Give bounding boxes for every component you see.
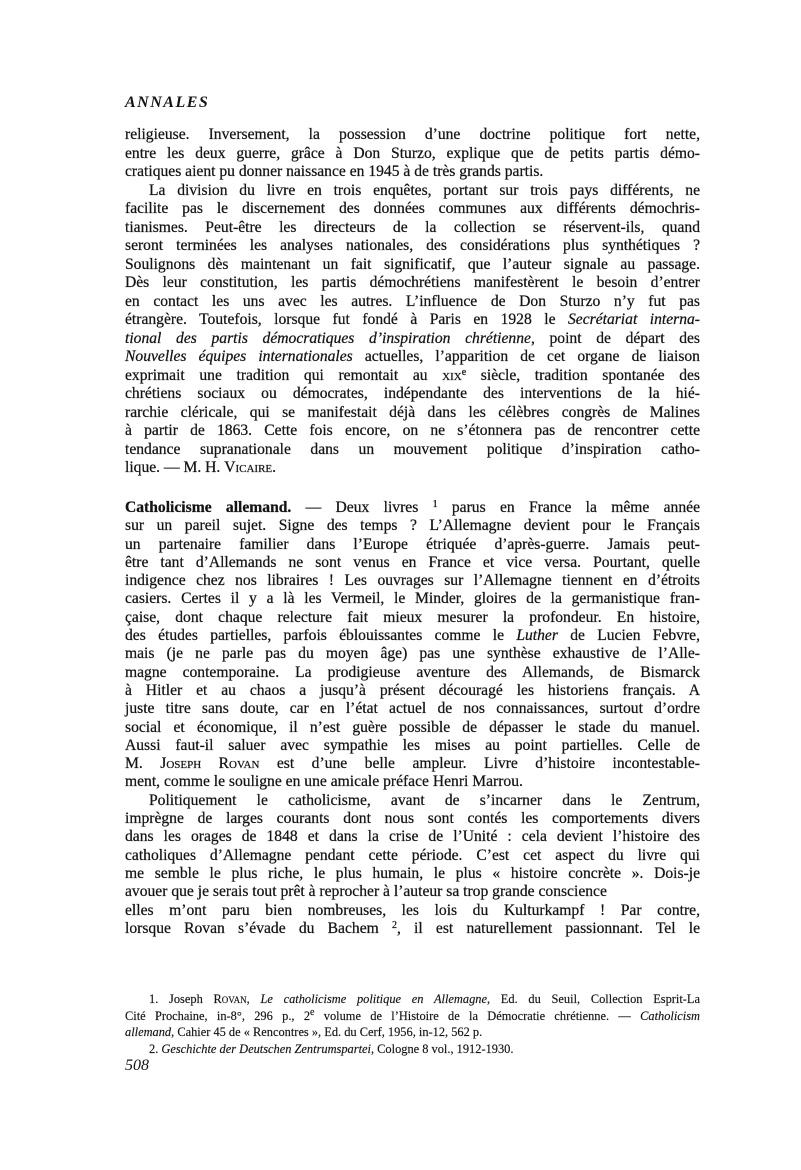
text-run: à Hitler et au chaos a jusqu’à présent découragé les historiens français. A [125, 681, 700, 699]
text-run: actuelles, l’apparition de cet organe de liaison [352, 348, 700, 365]
italic-text: tional des partis démocratiques d’inspiration chrétienne [125, 329, 531, 347]
text-line [125, 517, 700, 535]
text-run: imprègne de larges courants dont nous sont contés les comportements divers [125, 810, 700, 828]
text-line [125, 311, 700, 330]
text-run: çaise, dont chaque relecture fait mieux mesurer la profondeur. En histoire, [125, 608, 700, 626]
text-line [125, 645, 700, 663]
text-line [125, 737, 700, 755]
text-run: Soulignons dès maintenant un fait significatif, que l’auteur signale au passage. [125, 255, 700, 273]
small-caps-text: Vicaire [224, 459, 273, 476]
footnote-line [125, 991, 700, 1008]
text-run: cratiques aient pu donner naissance en 1945 à de très grands partis. [125, 163, 544, 180]
text-line [125, 163, 700, 182]
text-line [125, 719, 700, 737]
text-line [125, 682, 700, 700]
italic-text: Nouvelles équipes internationales [125, 348, 353, 365]
text-line [125, 385, 700, 404]
text-run: catholiques d’Allemagne pendant cette période. C’est cet aspect du livre qui [125, 846, 700, 864]
text-run: un partenaire familier dans l’Europe étriquée d’après-guerre. Jamais peut- [125, 535, 700, 553]
text-line [125, 404, 700, 423]
small-caps-text: Joseph Rovan [160, 755, 260, 773]
text-run: siècle, tradition spontanée des [466, 366, 700, 384]
text-line [125, 810, 700, 828]
text-run: exprimait une tradition qui remontait au [125, 366, 443, 384]
superscript: e [310, 1006, 315, 1018]
text-line [125, 422, 700, 441]
text-run: Dès leur constitution, les partis démochrétiens manifestèrent le besoin d’entrer [125, 274, 700, 291]
text-line [125, 145, 700, 164]
text-run: ment, comme le souligne en une amicale préface Henri Marrou. [125, 773, 523, 791]
text-run: casiers. Certes il y a là les Vermeil, le Minder, gloires de la germanistique fran- [125, 590, 700, 608]
text-run: des études partielles, parfois éblouissantes comme le [125, 627, 517, 645]
text-run: lorsque Rovan s’évade du Bachem [125, 919, 392, 937]
text-run: , il est naturellement passionnant. Tel le [396, 919, 700, 937]
italic-text: allemand [125, 1025, 172, 1040]
text-line [125, 182, 700, 201]
text-line [125, 902, 700, 920]
text-run: à partir de 1863. Cette fois encore, on ne s’étonnera pas de rencontrer cette [125, 422, 700, 439]
text-run: en contact les uns avec les autres. L’influence de Don Sturzo n’y fut pas [125, 292, 700, 310]
text-run: . [272, 459, 277, 476]
running-header: ANNALES [125, 94, 210, 111]
italic-text: Catholicism [640, 1008, 700, 1023]
text-line [125, 773, 700, 791]
text-line [125, 792, 700, 810]
text-line [125, 865, 700, 883]
text-run: avouer que je serais tout prêt à reprocher à l’auteur sa trop grande conscience [125, 883, 607, 901]
text-run: tendance supranationale dans un mouvement politique d’inspiration catho- [125, 440, 700, 458]
text-run: , Cahier 45 de « Rencontres », Ed. du Cerf, 1956, in-12, 562 p. [171, 1025, 483, 1040]
text-run: chrétiens sociaux ou démocrates, indépendante des interventions de la hié- [125, 385, 700, 402]
text-run: Politiquement le catholicisme, avant de s’incarner dans le Zentrum, [149, 791, 700, 809]
text-run: , point de départ des [530, 329, 701, 347]
text-line [125, 920, 700, 938]
text-run: La division du livre en trois enquêtes, portant sur trois pays différents, ne [149, 181, 700, 199]
text-run: volume de l’Histoire de la Démocratie chrétienne. — [314, 1008, 641, 1023]
text-line [125, 590, 700, 608]
small-caps-text: xix [442, 366, 462, 384]
footnote-line [125, 1008, 700, 1025]
text-run: lique. — M. H. [125, 459, 225, 476]
footnote-line [125, 1024, 700, 1041]
text-run: tianismes. Peut-être les directeurs de la collection se réservent-ils, quand [125, 218, 700, 236]
text-run: sur un pareil sujet. Signe des temps ? L’Allemagne devient pour le Français [125, 517, 700, 535]
text-line [125, 237, 700, 256]
text-run: 2. [149, 1041, 162, 1056]
text-line [125, 664, 700, 682]
superscript: 1 [432, 499, 438, 510]
italic-text: Luther [516, 627, 558, 645]
text-run: — Deux livres [291, 499, 433, 516]
text-run: juste titre sans doute, car en l’état actuel de nos connaissances, surtout d’ordre [125, 700, 700, 718]
footnotes [125, 991, 700, 1057]
text-run: , Ed. du Seuil, Collection Esprit-La [486, 992, 701, 1006]
text-run: entre les deux guerre, grâce à Don Sturzo, explique que de petits partis démo- [125, 144, 700, 162]
text-run: me semble le plus riche, le plus humain, le plus « histoire concrète ». Dois-je [125, 864, 700, 882]
text-run: rarchie cléricale, qui se manifestait déjà dans les célèbres congrès de Malines [125, 403, 700, 421]
text-run: étrangère. Toutefois, lorsque fut fondé à Paris en 1928 le [125, 311, 568, 328]
text-run: Aussi faut-il saluer avec sympathie les mises au point partielles. Celle de [125, 736, 700, 754]
text-run: , [246, 992, 261, 1006]
review-vicaire-text [125, 126, 700, 478]
review-catholicisme-allemand-text [125, 499, 700, 938]
footnote-line [125, 1041, 700, 1058]
text-run: indigence chez nos libraires ! Les ouvrages sur l’Allemagne tiennent en d’étroits [125, 572, 700, 590]
page-number: 508 [125, 1057, 149, 1074]
text-line [125, 847, 700, 865]
text-run: parus en France la même année [437, 499, 700, 516]
text-run: être tant d’Allemands ne sont venus en France et vice versa. Pourtant, quelle [125, 553, 700, 571]
text-line [125, 755, 700, 773]
text-run: M. [125, 755, 161, 773]
text-line [125, 274, 700, 293]
text-run: est d’une belle ampleur. Livre d’histoire incontestable- [259, 755, 700, 773]
superscript: e [461, 366, 467, 378]
text-run: , Cologne 8 vol., 1912-1930. [370, 1041, 514, 1056]
text-line [125, 828, 700, 846]
text-line [125, 200, 700, 219]
text-line [125, 367, 700, 386]
text-line [125, 348, 700, 367]
text-line [125, 572, 700, 590]
italic-text: Secrétariat interna- [567, 311, 700, 328]
text-line [125, 499, 700, 517]
text-run: magne contemporaine. La prodigieuse aventure des Allemands, de Bismarck [125, 663, 700, 681]
text-line [125, 536, 700, 554]
section-title: Catholicisme allemand. [125, 499, 292, 516]
text-line [125, 441, 700, 460]
text-run: seront terminées les analyses nationales, des considérations plus synthétiques ? [125, 237, 700, 254]
text-line [125, 700, 700, 718]
text-line [125, 293, 700, 312]
text-line [125, 459, 700, 478]
text-line [125, 627, 700, 645]
text-run: dans les orages de 1848 et dans la crise de l’Unité : cela devient l’histoire des [125, 828, 700, 846]
text-run: facilite pas le discernement des données communes aux différents démochris- [125, 200, 700, 217]
italic-text: Le catholicisme politique en Allemagne [260, 992, 487, 1006]
text-run: Cité Prochaine, in-8°, 296 p., 2 [125, 1008, 311, 1023]
text-line [125, 883, 700, 901]
text-line [125, 126, 700, 145]
text-run: de Lucien Febvre, [557, 627, 700, 645]
text-line [125, 256, 700, 275]
text-run: social et économique, il n’est guère possible de dépasser le stade du manuel. [125, 718, 700, 736]
small-caps-text: Rovan [213, 992, 247, 1006]
text-line [125, 219, 700, 238]
text-run: mais (je ne parle pas du moyen âge) pas une synthèse exhaustive de l’Alle- [125, 645, 700, 663]
text-line [125, 330, 700, 349]
superscript: 2 [391, 919, 397, 931]
text-run: elles m’ont paru bien nombreuses, les lois du Kulturkampf ! Par contre, [125, 901, 700, 919]
text-line [125, 554, 700, 572]
text-line [125, 609, 700, 627]
text-run: religieuse. Inversement, la possession d’une doctrine politique fort nette, [125, 126, 700, 143]
italic-text: Geschichte der Deutschen Zentrumspartei [161, 1041, 371, 1056]
text-run: 1. Joseph [149, 992, 214, 1006]
